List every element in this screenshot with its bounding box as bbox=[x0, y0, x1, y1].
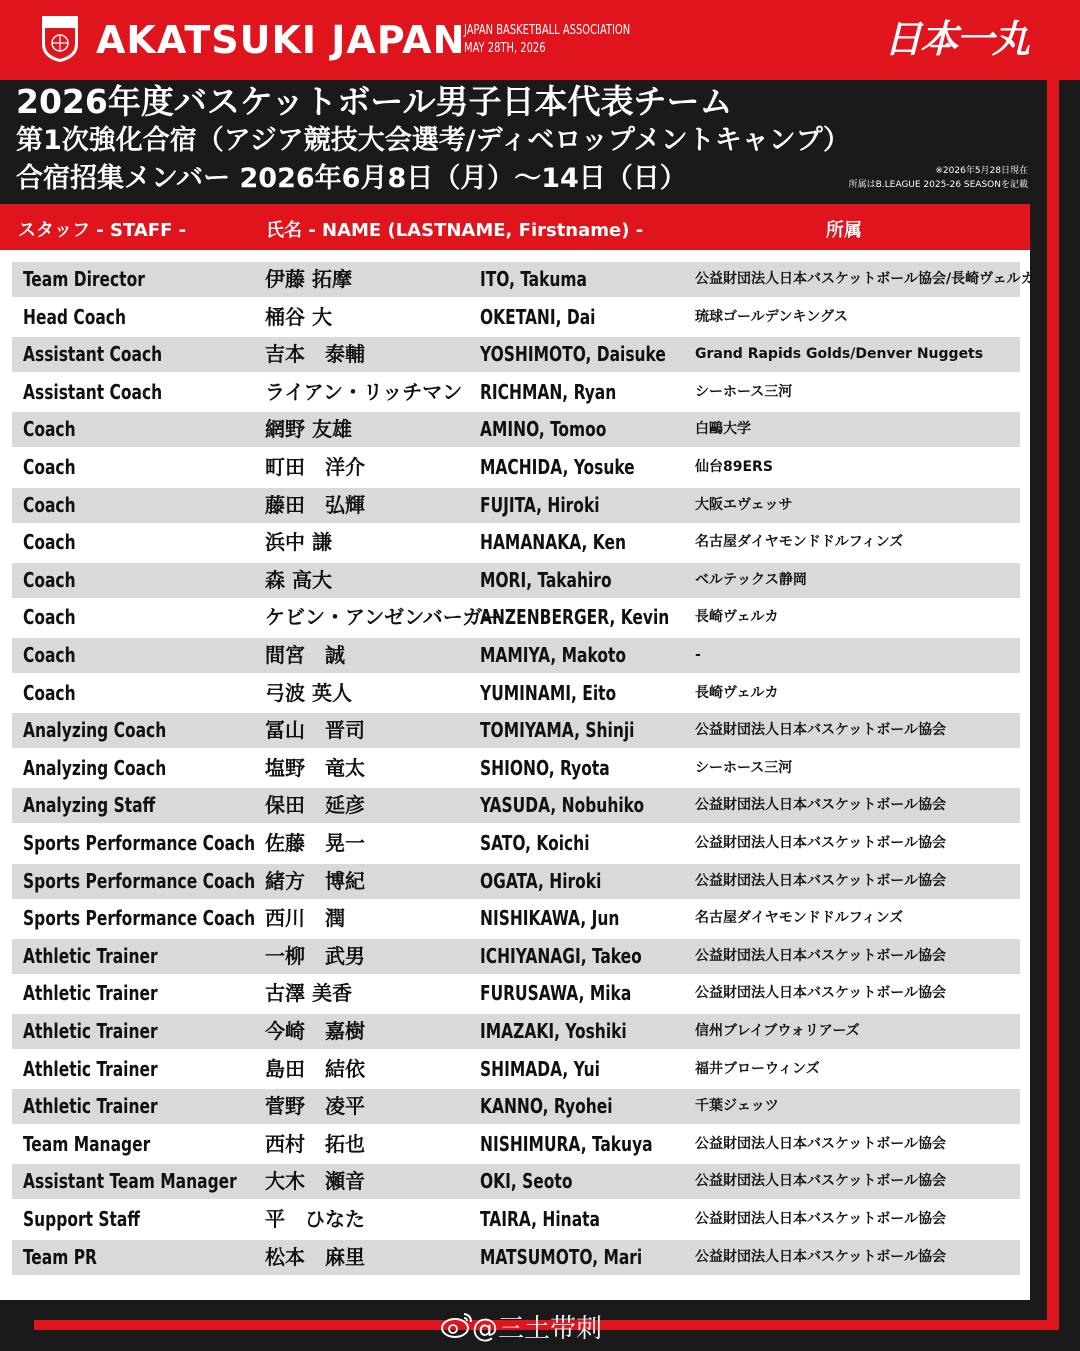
table-row bbox=[12, 488, 1020, 523]
name-ja-cell: 伊藤 拓摩 bbox=[265, 267, 352, 291]
table-header bbox=[0, 204, 1030, 250]
name-ja-cell: 西川 潤 bbox=[265, 906, 345, 931]
name-ja-cell: 吉本 泰輔 bbox=[265, 342, 365, 367]
name-ja-cell: 古澤 美香 bbox=[265, 981, 352, 1006]
affiliation-cell: 仙台89ERS bbox=[695, 459, 773, 475]
role-cell: Coach bbox=[23, 492, 76, 517]
association-info bbox=[464, 22, 630, 58]
role-cell: Coach bbox=[23, 530, 76, 555]
name-en-cell: FURUSAWA, Mika bbox=[480, 981, 632, 1006]
table-row bbox=[12, 375, 1020, 410]
name-en-cell: YASUDA, Nobuhiko bbox=[480, 793, 645, 818]
motto-calligraphy: 日本一丸 bbox=[884, 16, 1029, 61]
title-line-2: 第1次強化合宿（アジア競技大会選考/ディベロップメントキャンプ） bbox=[16, 125, 851, 156]
affiliation-cell: - bbox=[695, 647, 701, 663]
role-cell: Coach bbox=[23, 605, 76, 630]
affiliation-cell: シーホース三河 bbox=[695, 383, 793, 400]
name-ja-cell: 保田 延彦 bbox=[265, 793, 365, 818]
name-ja-cell: 佐藤 晃一 bbox=[265, 831, 365, 855]
table-row bbox=[12, 788, 1020, 823]
name-ja-cell: 弓波 英人 bbox=[265, 680, 352, 705]
role-cell: Coach bbox=[23, 567, 76, 592]
table-row bbox=[12, 638, 1020, 673]
role-cell: Coach bbox=[23, 417, 76, 442]
note-league: 所属はB.LEAGUE 2025-26 SEASONを記載 bbox=[848, 180, 1028, 190]
table-row bbox=[12, 412, 1020, 447]
table-row bbox=[12, 262, 1035, 297]
name-en-cell: MACHIDA, Yosuke bbox=[480, 455, 635, 479]
role-cell: Analyzing Coach bbox=[23, 718, 167, 743]
name-en-cell: SHIONO, Ryota bbox=[480, 755, 610, 780]
table-row bbox=[12, 1052, 1020, 1087]
affiliation-cell: 長崎ヴェルカ bbox=[695, 609, 779, 626]
column-header-affiliation: 所属 bbox=[826, 220, 862, 241]
name-en-cell: SATO, Koichi bbox=[480, 831, 590, 855]
name-ja-cell: 松本 麻里 bbox=[265, 1244, 365, 1269]
name-ja-cell: 浜中 謙 bbox=[265, 530, 332, 555]
name-en-cell: YOSHIMOTO, Daisuke bbox=[480, 342, 666, 367]
affiliation-cell: 白鷗大学 bbox=[695, 421, 751, 438]
table-row bbox=[12, 939, 1020, 974]
name-ja-cell: 菅野 凌平 bbox=[265, 1094, 365, 1119]
affiliation-cell: 琉球ゴールデンキングス bbox=[695, 308, 848, 325]
table-row bbox=[12, 337, 1020, 372]
association-name: JAPAN BASKETBALL ASSOCIATION bbox=[464, 23, 631, 38]
table-row bbox=[12, 300, 1020, 335]
role-cell: Sports Performance Coach bbox=[23, 868, 256, 893]
role-cell: Athletic Trainer bbox=[23, 1019, 158, 1043]
role-cell: Coach bbox=[23, 455, 76, 479]
top-banner bbox=[0, 0, 1080, 80]
name-en-cell: RICHMAN, Ryan bbox=[480, 379, 617, 404]
table-row bbox=[12, 600, 1020, 635]
table-row bbox=[12, 450, 1020, 485]
role-cell: Assistant Team Manager bbox=[23, 1169, 237, 1194]
name-en-cell: OGATA, Hiroki bbox=[480, 868, 602, 893]
column-header-name: 氏名 - NAME (LASTNAME, Firstname) - bbox=[266, 220, 644, 241]
affiliation-cell: シーホース三河 bbox=[695, 759, 793, 776]
role-cell: Coach bbox=[23, 643, 76, 667]
affiliation-cell: 公益財団法人日本バスケットボール協会 bbox=[695, 872, 947, 889]
name-ja-cell: 平 ひなた bbox=[265, 1207, 365, 1231]
role-cell: Sports Performance Coach bbox=[23, 831, 256, 855]
name-en-cell: TAIRA, Hinata bbox=[480, 1207, 600, 1231]
name-ja-cell: 森 高大 bbox=[265, 567, 332, 592]
role-cell: Team PR bbox=[23, 1244, 97, 1269]
affiliation-cell: ベルテックス静岡 bbox=[695, 571, 807, 588]
name-en-cell: NISHIKAWA, Jun bbox=[480, 906, 620, 931]
role-cell: Support Staff bbox=[23, 1207, 140, 1231]
column-header-staff: スタッフ - STAFF - bbox=[18, 220, 187, 241]
affiliation-cell: 長崎ヴェルカ bbox=[695, 684, 779, 701]
title-line-3: 合宿招集メンバー 2026年6月8日（月）～14日（日） bbox=[16, 163, 687, 194]
name-en-cell: ANZENBERGER, Kevin bbox=[480, 605, 670, 630]
table-row bbox=[12, 976, 1020, 1011]
note-date: ※2026年5月28日現在 bbox=[935, 166, 1028, 176]
role-cell: Assistant Coach bbox=[23, 379, 163, 404]
table-row bbox=[12, 751, 1020, 786]
name-en-cell: KANNO, Ryohei bbox=[480, 1094, 613, 1119]
table-row bbox=[12, 826, 1020, 861]
table-row bbox=[12, 1164, 1020, 1199]
affiliation-cell: 公益財団法人日本バスケットボール協会 bbox=[695, 835, 947, 851]
role-cell: Athletic Trainer bbox=[23, 981, 158, 1006]
affiliation-cell: 大阪エヴェッサ bbox=[695, 496, 793, 513]
table-row bbox=[12, 525, 1020, 560]
name-en-cell: YUMINAMI, Eito bbox=[480, 680, 617, 705]
table-row bbox=[12, 901, 1020, 936]
name-ja-cell: 今崎 嘉樹 bbox=[265, 1019, 365, 1043]
role-cell: Athletic Trainer bbox=[23, 1056, 158, 1081]
name-ja-cell: 藤田 弘輝 bbox=[265, 492, 365, 517]
name-ja-cell: 桶谷 大 bbox=[265, 304, 332, 329]
affiliation-cell: 公益財団法人日本バスケットボール協会/長崎ヴェルカ bbox=[695, 271, 1035, 287]
name-en-cell: FUJITA, Hiroki bbox=[480, 492, 600, 517]
table-row bbox=[12, 1089, 1020, 1124]
affiliation-cell: 名古屋ダイヤモンドドルフィンズ bbox=[695, 910, 904, 927]
table-row bbox=[12, 676, 1020, 711]
role-cell: Athletic Trainer bbox=[23, 1094, 158, 1119]
name-ja-cell: ケビン・アンゼンバーガー bbox=[265, 605, 503, 630]
name-en-cell: SHIMADA, Yui bbox=[480, 1056, 600, 1081]
name-ja-cell: 島田 結依 bbox=[265, 1056, 365, 1081]
title-block bbox=[16, 82, 850, 198]
name-ja-cell: 西村 拓也 bbox=[265, 1131, 365, 1156]
name-en-cell: MATSUMOTO, Mari bbox=[480, 1244, 643, 1269]
name-en-cell: ICHIYANAGI, Takeo bbox=[480, 943, 642, 968]
title-line-1: 2026年度バスケットボール男子日本代表チーム bbox=[16, 82, 733, 121]
affiliation-cell: 公益財団法人日本バスケットボール協会 bbox=[695, 1248, 947, 1265]
table-row bbox=[12, 1127, 1020, 1162]
name-en-cell: ITO, Takuma bbox=[480, 267, 588, 291]
table-row bbox=[12, 1014, 1020, 1049]
name-ja-cell: 網野 友雄 bbox=[265, 417, 352, 442]
name-ja-cell: 大木 瀬音 bbox=[265, 1169, 365, 1194]
affiliation-cell: 名古屋ダイヤモンドドルフィンズ bbox=[695, 534, 904, 551]
name-ja-cell: 町田 洋介 bbox=[265, 455, 365, 479]
affiliation-cell: 公益財団法人日本バスケットボール協会 bbox=[695, 1173, 947, 1190]
weibo-icon bbox=[440, 1308, 474, 1340]
name-en-cell: TOMIYAMA, Shinji bbox=[480, 718, 635, 743]
role-cell: Head Coach bbox=[23, 304, 126, 329]
name-ja-cell: 冨山 晋司 bbox=[265, 718, 365, 743]
table-row bbox=[12, 864, 1020, 899]
role-cell: Sports Performance Coach bbox=[23, 906, 256, 931]
watermark: @三土带刺 bbox=[472, 1314, 603, 1344]
role-cell: Coach bbox=[23, 680, 76, 705]
name-ja-cell: 緒方 博紀 bbox=[265, 868, 365, 893]
affiliation-cell: Grand Rapids Golds/Denver Nuggets bbox=[695, 346, 984, 363]
name-en-cell: AMINO, Tomoo bbox=[480, 417, 607, 442]
table-row bbox=[12, 713, 1020, 748]
table-row bbox=[12, 563, 1020, 598]
affiliation-cell: 公益財団法人日本バスケットボール協会 bbox=[695, 985, 947, 1002]
name-ja-cell: 塩野 竜太 bbox=[265, 755, 365, 780]
name-en-cell: NISHIMURA, Takuya bbox=[480, 1131, 653, 1156]
name-ja-cell: 間宮 誠 bbox=[265, 643, 345, 667]
affiliation-cell: 公益財団法人日本バスケットボール協会 bbox=[695, 947, 947, 964]
role-cell: Team Manager bbox=[23, 1131, 151, 1156]
role-cell: Athletic Trainer bbox=[23, 943, 158, 968]
name-en-cell: MAMIYA, Makoto bbox=[480, 643, 626, 667]
name-en-cell: IMAZAKI, Yoshiki bbox=[480, 1019, 627, 1043]
name-en-cell: MORI, Takahiro bbox=[480, 567, 612, 592]
affiliation-cell: 公益財団法人日本バスケットボール協会 bbox=[695, 1211, 947, 1227]
role-cell: Team Director bbox=[23, 267, 145, 291]
name-ja-cell: ライアン・リッチマン bbox=[265, 379, 463, 404]
name-en-cell: OKI, Seoto bbox=[480, 1169, 573, 1194]
affiliation-cell: 千葉ジェッツ bbox=[695, 1098, 779, 1115]
affiliation-cell: 公益財団法人日本バスケットボール協会 bbox=[695, 1135, 947, 1152]
jba-logo-icon bbox=[40, 14, 80, 64]
table-row bbox=[12, 1202, 1020, 1237]
affiliation-cell: 福井ブローウィンズ bbox=[695, 1060, 820, 1077]
name-en-cell: OKETANI, Dai bbox=[480, 304, 596, 329]
affiliation-cell: 公益財団法人日本バスケットボール協会 bbox=[695, 722, 947, 739]
announcement-date: MAY 28TH, 2026 bbox=[464, 41, 546, 56]
name-en-cell: HAMANAKA, Ken bbox=[480, 530, 626, 555]
role-cell: Assistant Coach bbox=[23, 342, 163, 367]
affiliation-cell: 信州ブレイブウォリアーズ bbox=[695, 1023, 860, 1039]
affiliation-cell: 公益財団法人日本バスケットボール協会 bbox=[695, 797, 947, 814]
role-cell: Analyzing Staff bbox=[23, 793, 156, 818]
staff-table bbox=[0, 250, 1035, 1300]
brand-title: AKATSUKI JAPAN bbox=[96, 18, 466, 62]
role-cell: Analyzing Coach bbox=[23, 755, 167, 780]
frame-accent-right bbox=[1047, 80, 1059, 1320]
table-row bbox=[12, 1240, 1020, 1275]
name-ja-cell: 一柳 武男 bbox=[265, 943, 365, 968]
notes bbox=[849, 164, 1028, 192]
